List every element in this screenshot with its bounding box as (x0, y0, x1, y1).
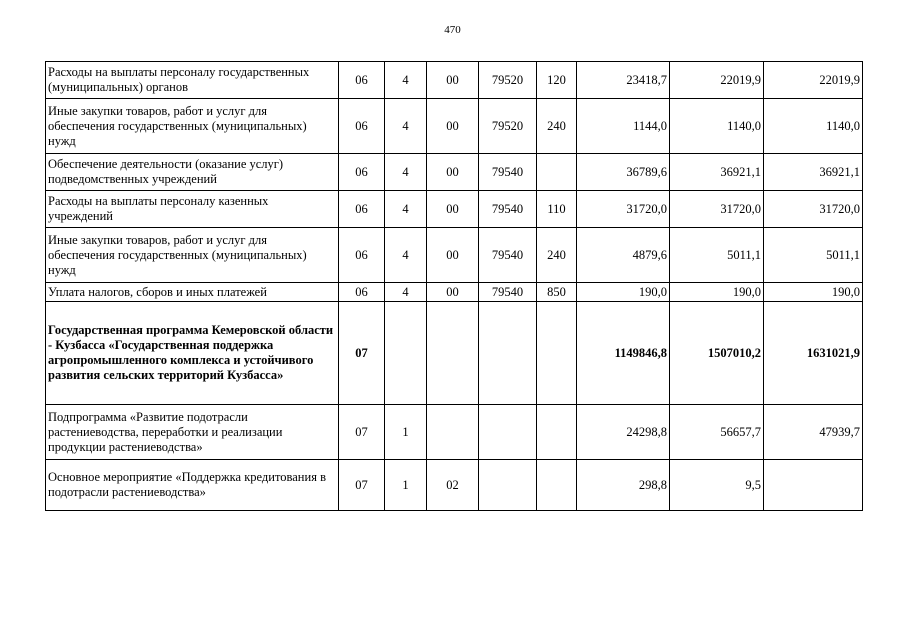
section-code-cell: 06 (339, 191, 385, 228)
direction-code-cell: 79540 (479, 283, 537, 302)
amount-year3-cell (764, 460, 863, 511)
program-code-cell: 00 (427, 62, 479, 99)
program-code-cell (427, 405, 479, 460)
amount-year1-cell: 1149846,8 (577, 302, 670, 405)
row-name-cell: Иные закупки товаров, работ и услуг для обеспечения государственных (муниципальных) нужд (46, 99, 339, 154)
subsection-code-cell: 4 (385, 228, 427, 283)
subsection-code-cell: 4 (385, 283, 427, 302)
amount-year2-cell: 190,0 (670, 283, 764, 302)
row-name-cell: Обеспечение деятельности (оказание услуг) подведомственных учреждений (46, 154, 339, 191)
direction-code-cell (479, 460, 537, 511)
row-name-cell: Уплата налогов, сборов и иных платежей (46, 283, 339, 302)
amount-year3-cell: 1631021,9 (764, 302, 863, 405)
program-code-cell: 00 (427, 99, 479, 154)
amount-year1-cell: 23418,7 (577, 62, 670, 99)
direction-code-cell: 79520 (479, 62, 537, 99)
expense-type-cell: 120 (537, 62, 577, 99)
amount-year2-cell: 1140,0 (670, 99, 764, 154)
amount-year1-cell: 24298,8 (577, 405, 670, 460)
row-name-cell: Основное мероприятие «Поддержка кредитования в подотрасли растениеводства» (46, 460, 339, 511)
expense-type-cell: 850 (537, 283, 577, 302)
table-row (46, 302, 863, 405)
amount-year2-cell: 31720,0 (670, 191, 764, 228)
table-row (46, 228, 863, 283)
table-body (46, 62, 863, 511)
row-name-cell: Расходы на выплаты персоналу государственных (муниципальных) органов (46, 62, 339, 99)
section-code-cell: 06 (339, 283, 385, 302)
table-row (46, 99, 863, 154)
subsection-code-cell: 4 (385, 154, 427, 191)
amount-year1-cell: 298,8 (577, 460, 670, 511)
amount-year3-cell: 190,0 (764, 283, 863, 302)
amount-year1-cell: 31720,0 (577, 191, 670, 228)
subsection-code-cell: 4 (385, 99, 427, 154)
subsection-code-cell: 1 (385, 460, 427, 511)
table-row (46, 460, 863, 511)
expense-type-cell: 240 (537, 228, 577, 283)
section-code-cell: 07 (339, 460, 385, 511)
table-row (46, 62, 863, 99)
program-code-cell: 00 (427, 191, 479, 228)
amount-year3-cell: 22019,9 (764, 62, 863, 99)
program-code-cell: 00 (427, 283, 479, 302)
amount-year1-cell: 1144,0 (577, 99, 670, 154)
expense-type-cell: 240 (537, 99, 577, 154)
row-name-cell: Расходы на выплаты персоналу казенных учреждений (46, 191, 339, 228)
expense-type-cell (537, 302, 577, 405)
direction-code-cell (479, 302, 537, 405)
table-row (46, 154, 863, 191)
program-code-cell: 02 (427, 460, 479, 511)
expense-type-cell (537, 460, 577, 511)
amount-year2-cell: 22019,9 (670, 62, 764, 99)
amount-year3-cell: 31720,0 (764, 191, 863, 228)
section-code-cell: 06 (339, 154, 385, 191)
table-row (46, 283, 863, 302)
amount-year3-cell: 36921,1 (764, 154, 863, 191)
amount-year3-cell: 47939,7 (764, 405, 863, 460)
section-code-cell: 07 (339, 302, 385, 405)
row-name-cell: Иные закупки товаров, работ и услуг для обеспечения государственных (муниципальных) нужд (46, 228, 339, 283)
page-number: 470 (444, 24, 461, 36)
amount-year1-cell: 190,0 (577, 283, 670, 302)
amount-year2-cell: 1507010,2 (670, 302, 764, 405)
amount-year1-cell: 36789,6 (577, 154, 670, 191)
subsection-code-cell: 4 (385, 191, 427, 228)
section-code-cell: 06 (339, 99, 385, 154)
direction-code-cell: 79540 (479, 191, 537, 228)
expense-type-cell: 110 (537, 191, 577, 228)
subsection-code-cell (385, 302, 427, 405)
expense-type-cell (537, 154, 577, 191)
direction-code-cell: 79520 (479, 99, 537, 154)
budget-table (45, 61, 863, 511)
direction-code-cell: 79540 (479, 228, 537, 283)
row-name-cell: Государственная программа Кемеровской области - Кузбасса «Государственная поддержка агропромышленного комплекса и устойчивого развития сельских территорий Кузбасса» (46, 302, 339, 405)
section-code-cell: 06 (339, 62, 385, 99)
section-code-cell: 06 (339, 228, 385, 283)
program-code-cell (427, 302, 479, 405)
amount-year2-cell: 36921,1 (670, 154, 764, 191)
section-code-cell: 07 (339, 405, 385, 460)
amount-year1-cell: 4879,6 (577, 228, 670, 283)
program-code-cell: 00 (427, 154, 479, 191)
row-name-cell: Подпрограмма «Развитие подотрасли растениеводства, переработки и реализации продукции растениеводства» (46, 405, 339, 460)
subsection-code-cell: 1 (385, 405, 427, 460)
direction-code-cell: 79540 (479, 154, 537, 191)
amount-year2-cell: 5011,1 (670, 228, 764, 283)
amount-year2-cell: 56657,7 (670, 405, 764, 460)
program-code-cell: 00 (427, 228, 479, 283)
table-row (46, 405, 863, 460)
amount-year3-cell: 1140,0 (764, 99, 863, 154)
table-row (46, 191, 863, 228)
expense-type-cell (537, 405, 577, 460)
subsection-code-cell: 4 (385, 62, 427, 99)
amount-year2-cell: 9,5 (670, 460, 764, 511)
direction-code-cell (479, 405, 537, 460)
amount-year3-cell: 5011,1 (764, 228, 863, 283)
